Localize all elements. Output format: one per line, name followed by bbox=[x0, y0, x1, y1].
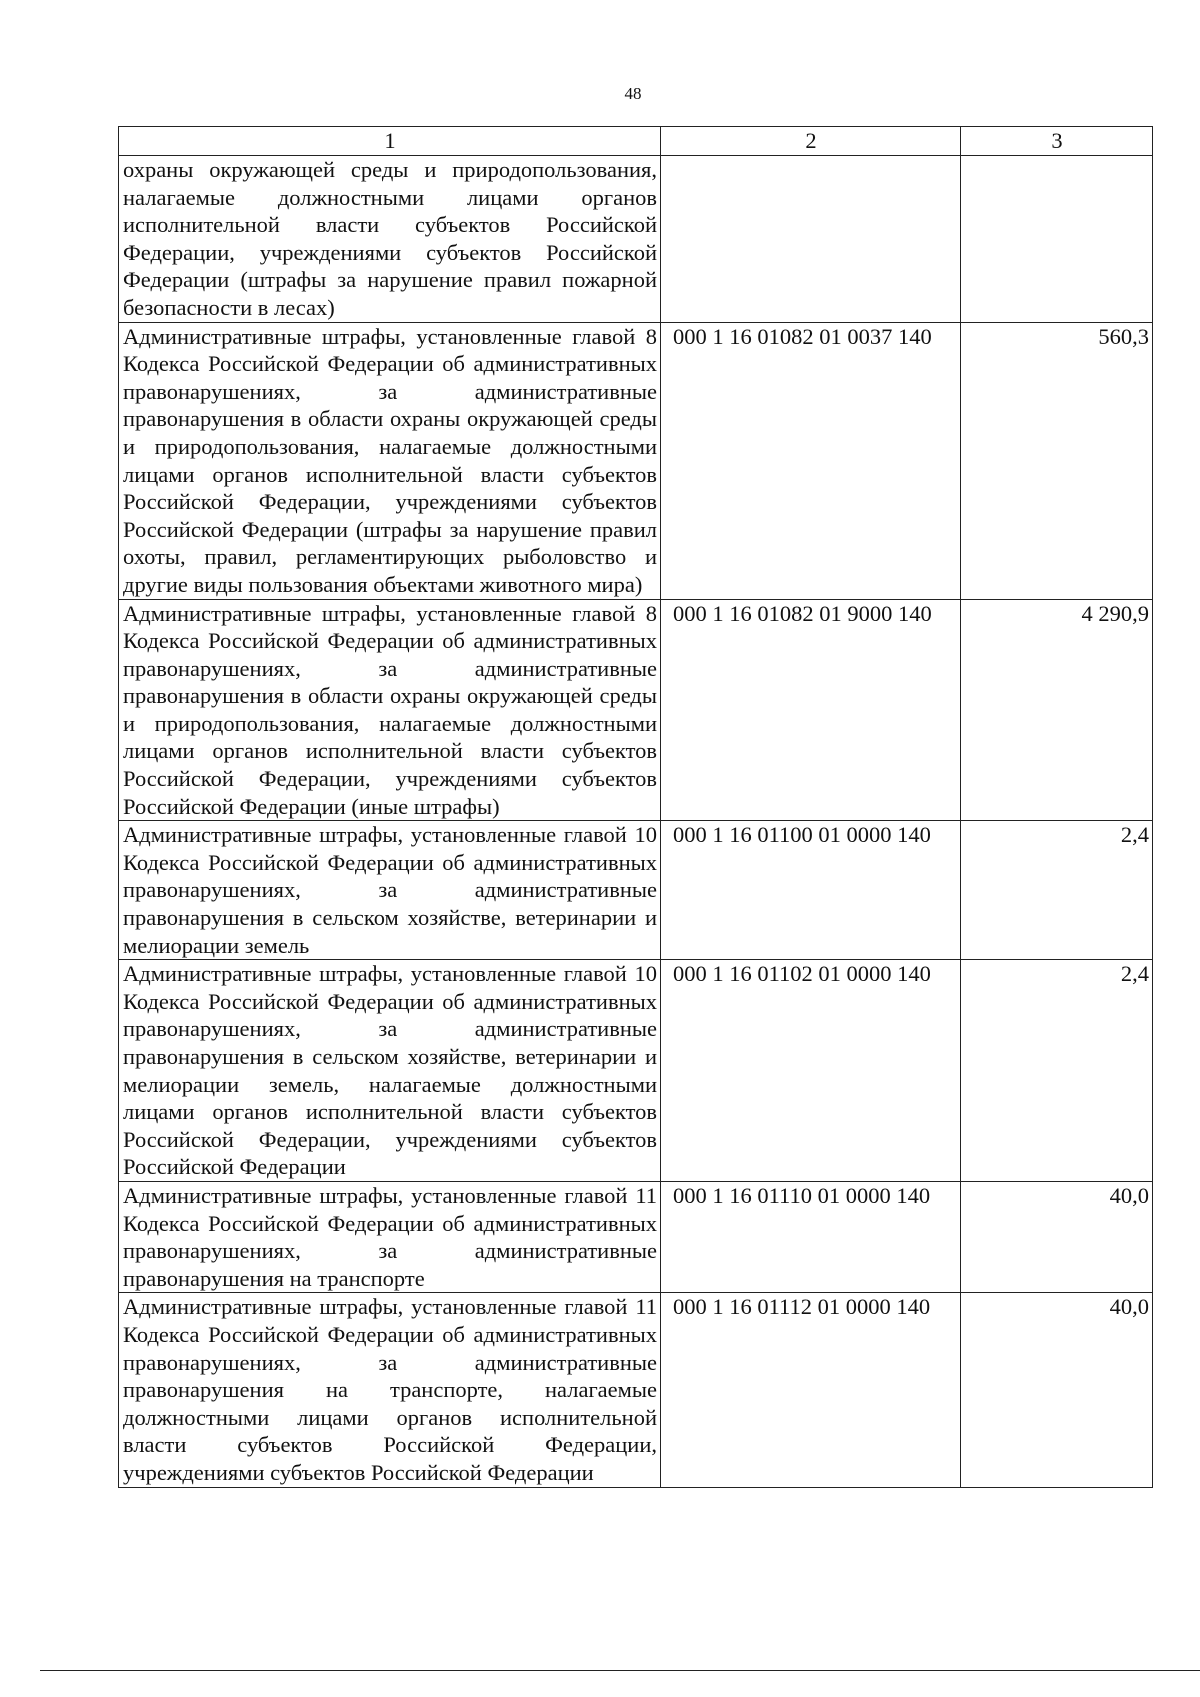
row-description: Административные штрафы, установленные главой 10 Кодекса Российской Федерации об административных правонарушениях, за административные правонарушения в сельском хозяйстве, ветеринарии и мелиорации земель, налагаемые должностными лицами органов исполнительной власти субъектов Российской Федерации, учреждениями субъектов Российской Федерации bbox=[119, 960, 661, 1182]
row-amount: 560,3 bbox=[961, 322, 1153, 599]
row-budget-code bbox=[661, 156, 961, 323]
row-budget-code: 000 1 16 01110 01 0000 140 bbox=[661, 1181, 961, 1292]
row-amount: 2,4 bbox=[961, 960, 1153, 1182]
bottom-divider bbox=[40, 1670, 1200, 1671]
table-row bbox=[119, 322, 1153, 599]
table-header-row bbox=[119, 127, 1153, 156]
row-description: Административные штрафы, установленные главой 11 Кодекса Российской Федерации об административных правонарушениях, за административные правонарушения на транспорте bbox=[119, 1181, 661, 1292]
table-row bbox=[119, 821, 1153, 960]
page-number: 48 bbox=[624, 84, 642, 103]
row-amount: 40,0 bbox=[961, 1293, 1153, 1487]
column-header-2: 2 bbox=[661, 127, 961, 156]
row-amount: 2,4 bbox=[961, 821, 1153, 960]
row-amount: 4 290,9 bbox=[961, 599, 1153, 821]
table-row bbox=[119, 599, 1153, 821]
table-row bbox=[119, 1181, 1153, 1292]
row-amount bbox=[961, 156, 1153, 323]
row-budget-code: 000 1 16 01112 01 0000 140 bbox=[661, 1293, 961, 1487]
row-description: Административные штрафы, установленные главой 10 Кодекса Российской Федерации об административных правонарушениях, за административные правонарушения в сельском хозяйстве, ветеринарии и мелиорации земель bbox=[119, 821, 661, 960]
table-row bbox=[119, 156, 1153, 323]
row-description: Административные штрафы, установленные главой 8 Кодекса Российской Федерации об административных правонарушениях, за административные правонарушения в области охраны окружающей среды и природопользования, налагаемые должностными лицами органов исполнительной власти субъектов Российской Федерации, учреждениями субъектов Российской Федерации (иные штрафы) bbox=[119, 599, 661, 821]
row-amount: 40,0 bbox=[961, 1181, 1153, 1292]
row-budget-code: 000 1 16 01082 01 9000 140 bbox=[661, 599, 961, 821]
table-row bbox=[119, 960, 1153, 1182]
column-header-1: 1 bbox=[119, 127, 661, 156]
table-row bbox=[119, 1293, 1153, 1487]
row-description: Административные штрафы, установленные главой 8 Кодекса Российской Федерации об административных правонарушениях, за административные правонарушения в области охраны окружающей среды и природопользования, налагаемые должностными лицами органов исполнительной власти субъектов Российской Федерации, учреждениями субъектов Российской Федерации (штрафы за нарушение правил охоты, правил, регламентирующих рыболовство и другие виды пользования объектами животного мира) bbox=[119, 322, 661, 599]
row-budget-code: 000 1 16 01102 01 0000 140 bbox=[661, 960, 961, 1182]
column-header-3: 3 bbox=[961, 127, 1153, 156]
row-description: охраны окружающей среды и природопользования, налагаемые должностными лицами органов исполнительной власти субъектов Российской Федерации, учреждениями субъектов Российской Федерации (штрафы за нарушение правил пожарной безопасности в лесах) bbox=[119, 156, 661, 323]
row-budget-code: 000 1 16 01082 01 0037 140 bbox=[661, 322, 961, 599]
budget-table bbox=[118, 126, 1153, 1488]
row-budget-code: 000 1 16 01100 01 0000 140 bbox=[661, 821, 961, 960]
row-description: Административные штрафы, установленные главой 11 Кодекса Российской Федерации об административных правонарушениях, за административные правонарушения на транспорте, налагаемые должностными лицами органов исполнительной власти субъектов Российской Федерации, учреждениями субъектов Российской Федерации bbox=[119, 1293, 661, 1487]
